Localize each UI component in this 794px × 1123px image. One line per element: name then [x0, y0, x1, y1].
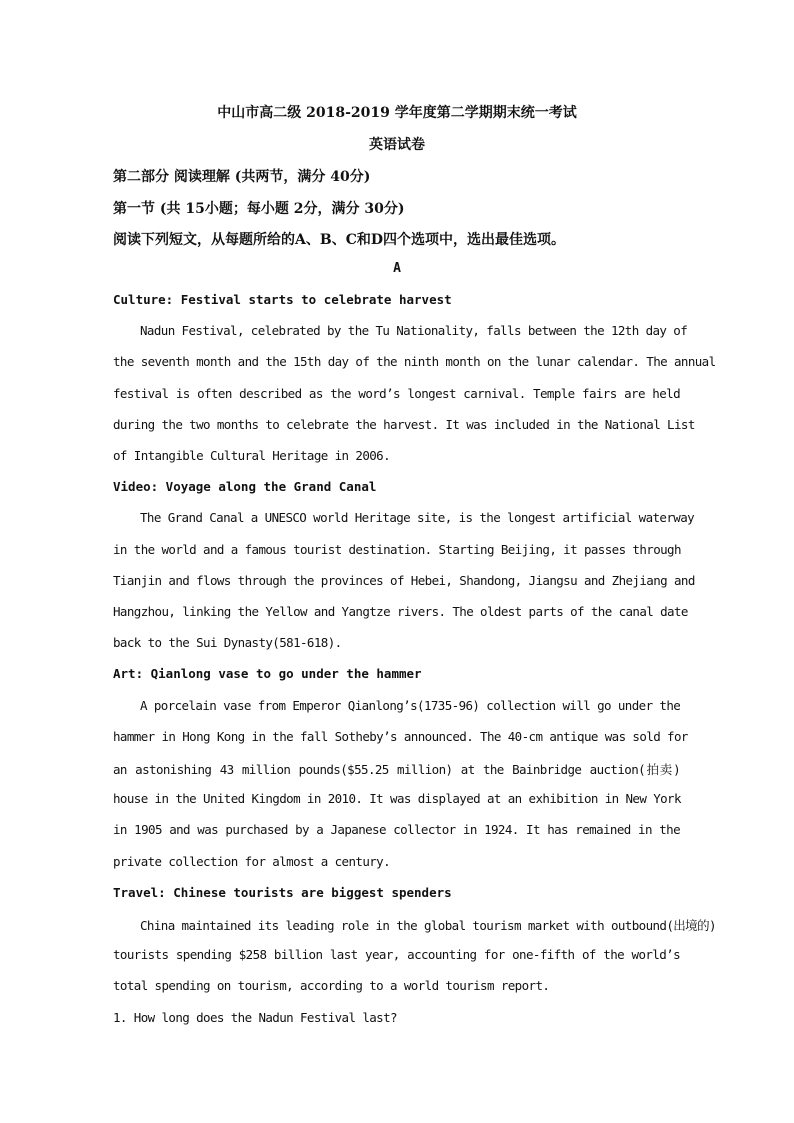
article-line: tourists spending $258 billion last year, accounting for one-fifth of the world’s — [113, 947, 680, 962]
question-item: 1. How long does the Nadun Festival last? — [113, 1010, 397, 1025]
article-line: The Grand Canal a UNESCO world Heritage site, is the longest artificial waterway — [140, 510, 695, 525]
exam-subtitle: 英语试卷 — [369, 137, 425, 153]
article-line: house in the United Kingdom in 2010. It was displayed at an exhibition in New York — [113, 791, 681, 806]
exam-title: 中山市高二级 2018-2019 学年度第二学期期末统一考试 — [217, 105, 577, 121]
article-line: during the two months to celebrate the harvest. It was included in the National List — [113, 417, 695, 432]
article-line: of Intangible Cultural Heritage in 2006. — [113, 448, 391, 463]
article-line: private collection for almost a century. — [113, 854, 391, 869]
article-line: Hangzhou, linking the Yellow and Yangtze rivers. The oldest parts of the canal date — [113, 604, 688, 619]
part-heading: 第二部分 阅读理解 (共两节，满分 40分) — [113, 169, 371, 185]
article-line: Tianjin and flows through the provinces of Hebei, Shandong, Jiangsu and Zhejiang and — [113, 573, 695, 588]
article-heading: Culture: Festival starts to celebrate harvest — [113, 292, 452, 307]
article-line: A porcelain vase from Emperor Qianlong’s(1735-96) collection will go under the — [140, 698, 681, 713]
article-line: the seventh month and the 15th day of the ninth month on the lunar calendar. The annual — [113, 354, 716, 369]
article-heading: Art: Qianlong vase to go under the hammer — [113, 666, 422, 681]
article-line: hammer in Hong Kong in the fall Sotheby’s announced. The 40-cm antique was sold for — [113, 729, 688, 744]
article-line: an astonishing 43 million pounds($55.25 million) at the Bainbridge auction(拍卖) — [113, 762, 680, 777]
article-line: total spending on tourism, according to a world tourism report. — [113, 978, 550, 993]
article-line: in 1905 and was purchased by a Japanese collector in 1924. It has remained in the — [113, 822, 680, 837]
article-line: back to the Sui Dynasty(581-618). — [113, 635, 342, 650]
article-heading: Video: Voyage along the Grand Canal — [113, 479, 377, 494]
article-line: in the world and a famous tourist destination. Starting Beijing, it passes through — [113, 542, 681, 557]
section-heading: 第一节 (共 15小题；每小题 2分，满分 30分) — [113, 201, 405, 217]
article-line: festival is often described as the word’s longest carnival. Temple fairs are held — [113, 386, 680, 401]
article-line: China maintained its leading role in the global tourism market with outbound(出境的) — [140, 918, 716, 933]
article-line: Nadun Festival, celebrated by the Tu Nationality, falls between the 12th day of — [140, 323, 688, 338]
passage-label: A — [393, 261, 401, 276]
instruction-text: 阅读下列短文，从每题所给的A、B、C和D四个选项中，选出最佳选项。 — [113, 232, 565, 248]
article-heading: Travel: Chinese tourists are biggest spenders — [113, 885, 452, 900]
